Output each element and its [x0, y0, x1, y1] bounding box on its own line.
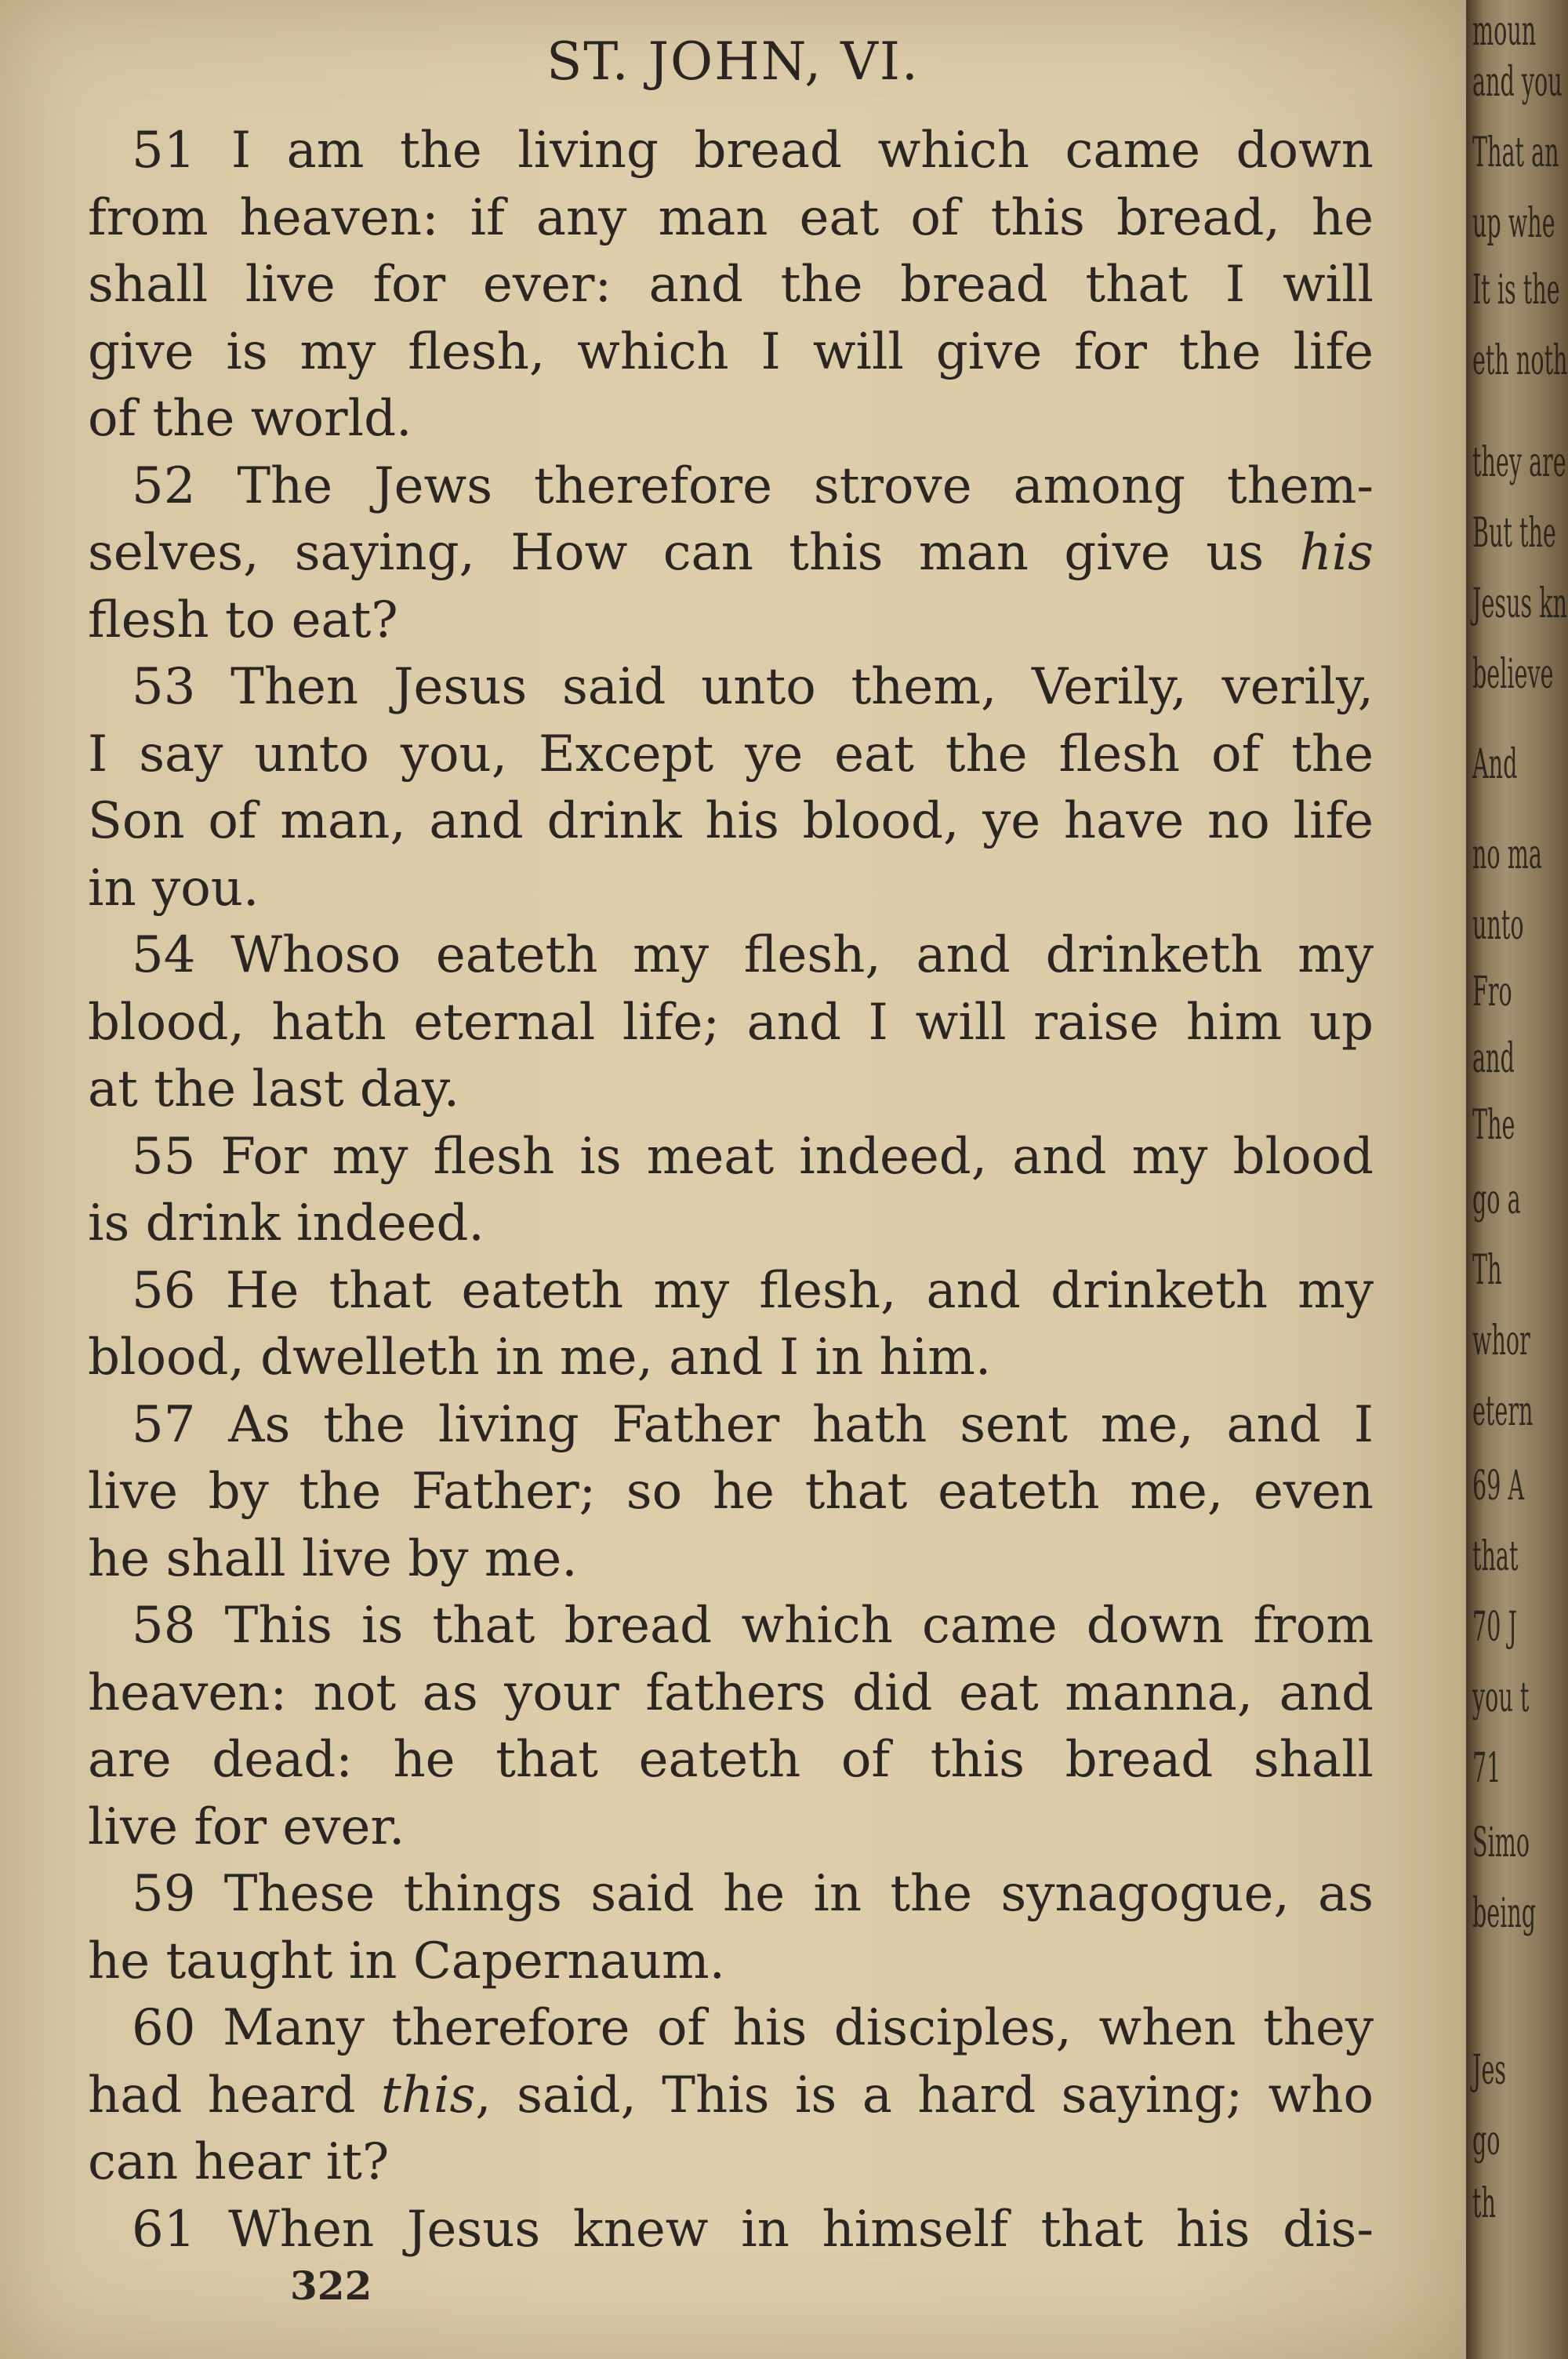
- text-line: 52 The Jews therefore strove among them-: [132, 456, 1374, 515]
- text-line: 54 Whoso eateth my flesh, and drinketh my: [132, 926, 1374, 984]
- verse-58: [88, 1593, 1374, 1861]
- facing-fragment: moun: [1472, 8, 1537, 55]
- text-line: 53 Then Jesus said unto them, Verily, verily,: [132, 658, 1374, 716]
- facing-fragment: 70 J: [1472, 1604, 1517, 1651]
- verse-61: [88, 2197, 1374, 2264]
- facing-fragment: Jesus kn: [1472, 580, 1568, 627]
- text-line: of the world.: [88, 390, 412, 448]
- text-line: he taught in Capernaum.: [88, 1932, 725, 1990]
- facing-fragment: th: [1472, 2180, 1496, 2227]
- text-line: give is my flesh, which I will give for the life: [88, 322, 1374, 381]
- verse-53: [88, 654, 1374, 922]
- facing-fragment: It is the: [1472, 267, 1560, 314]
- facing-fragment: they are: [1472, 439, 1566, 486]
- facing-fragment: etern: [1472, 1388, 1534, 1435]
- facing-fragment: whor: [1472, 1318, 1530, 1365]
- text-line: at the last day.: [88, 1060, 460, 1118]
- facing-fragment: and: [1472, 1035, 1515, 1082]
- verse-55: [88, 1124, 1374, 1258]
- facing-fragment: go a: [1472, 1176, 1521, 1223]
- facing-fragment: But the: [1472, 510, 1556, 557]
- facing-fragment: being: [1472, 1890, 1537, 1937]
- facing-fragment: believe: [1472, 651, 1554, 698]
- text-line: heaven: not as your fathers did eat manna, and: [88, 1663, 1374, 1722]
- facing-fragment: The: [1472, 1102, 1515, 1149]
- text-line: Son of man, and drink his blood, ye have no life: [88, 792, 1374, 850]
- text-line: flesh to eat?: [88, 591, 398, 649]
- text-line: 60 Many therefore of his disciples, when they: [132, 1999, 1374, 2057]
- facing-fragment: unto: [1472, 902, 1524, 949]
- text-line: had heard this, said, This is a hard saying; who: [88, 2066, 1374, 2125]
- verse-56: [88, 1258, 1374, 1392]
- verse-54: [88, 922, 1374, 1124]
- text-line: 51 I am the living bread which came down: [132, 122, 1374, 180]
- facing-fragment: Jes: [1472, 2047, 1507, 2094]
- facing-fragment: Simo: [1472, 1819, 1530, 1866]
- text-line: live by the Father; so he that eateth me, even: [88, 1463, 1374, 1521]
- facing-fragment: eth noth: [1472, 337, 1568, 384]
- text-line: selves, saying, How can this man give us his: [88, 524, 1374, 582]
- text-line: blood, hath eternal life; and I will raise him up: [88, 993, 1374, 1052]
- facing-fragment: And: [1472, 741, 1518, 788]
- text-line: 57 As the living Father hath sent me, and I: [132, 1395, 1374, 1454]
- facing-fragment: That an: [1472, 129, 1559, 176]
- text-line: he shall live by me.: [88, 1529, 578, 1588]
- running-header: ST. JOHN, VI.: [546, 31, 920, 92]
- text-line: live for ever.: [88, 1797, 405, 1856]
- verse-text-block: [88, 118, 1374, 2263]
- verse-59: [88, 1861, 1374, 1995]
- facing-fragment: 71: [1472, 1745, 1501, 1792]
- facing-fragment: up whe: [1472, 200, 1555, 247]
- facing-fragment: Fro: [1472, 969, 1512, 1016]
- text-line: 61 When Jesus knew in himself that his dis-: [132, 2200, 1374, 2259]
- text-line: 59 These things said he in the synagogue, as: [132, 1865, 1374, 1923]
- text-line: shall live for ever: and the bread that I will: [88, 256, 1374, 314]
- page-number: 322: [290, 2263, 372, 2309]
- facing-fragment: 69 A: [1472, 1463, 1525, 1510]
- facing-fragment: you t: [1472, 1674, 1530, 1721]
- facing-fragment: Th: [1472, 1247, 1502, 1294]
- text-line: can hear it?: [88, 2133, 390, 2191]
- verse-57: [88, 1392, 1374, 1594]
- facing-fragment: no ma: [1472, 831, 1542, 878]
- facing-fragment: and you: [1472, 59, 1563, 106]
- italic-word: his: [1299, 524, 1374, 582]
- text-line: are dead: he that eateth of this bread shall: [88, 1731, 1374, 1789]
- text-line: 55 For my flesh is meat indeed, and my blood: [132, 1127, 1374, 1186]
- verse-51: [88, 118, 1374, 453]
- text-line: is drink indeed.: [88, 1194, 485, 1252]
- italic-word: this: [381, 2066, 476, 2125]
- verse-52: [88, 453, 1374, 655]
- text-line: from heaven: if any man eat of this bread, he: [88, 188, 1374, 247]
- text-line: I say unto you, Except ye eat the flesh of the: [88, 725, 1374, 783]
- facing-fragment: that: [1472, 1533, 1519, 1580]
- facing-fragment: go: [1472, 2117, 1501, 2165]
- text-line: in you.: [88, 859, 260, 918]
- text-line: 58 This is that bread which came down from: [132, 1597, 1374, 1655]
- text-line: 56 He that eateth my flesh, and drinketh my: [132, 1261, 1374, 1320]
- text-line: blood, dwelleth in me, and I in him.: [88, 1329, 992, 1387]
- verse-60: [88, 1995, 1374, 2197]
